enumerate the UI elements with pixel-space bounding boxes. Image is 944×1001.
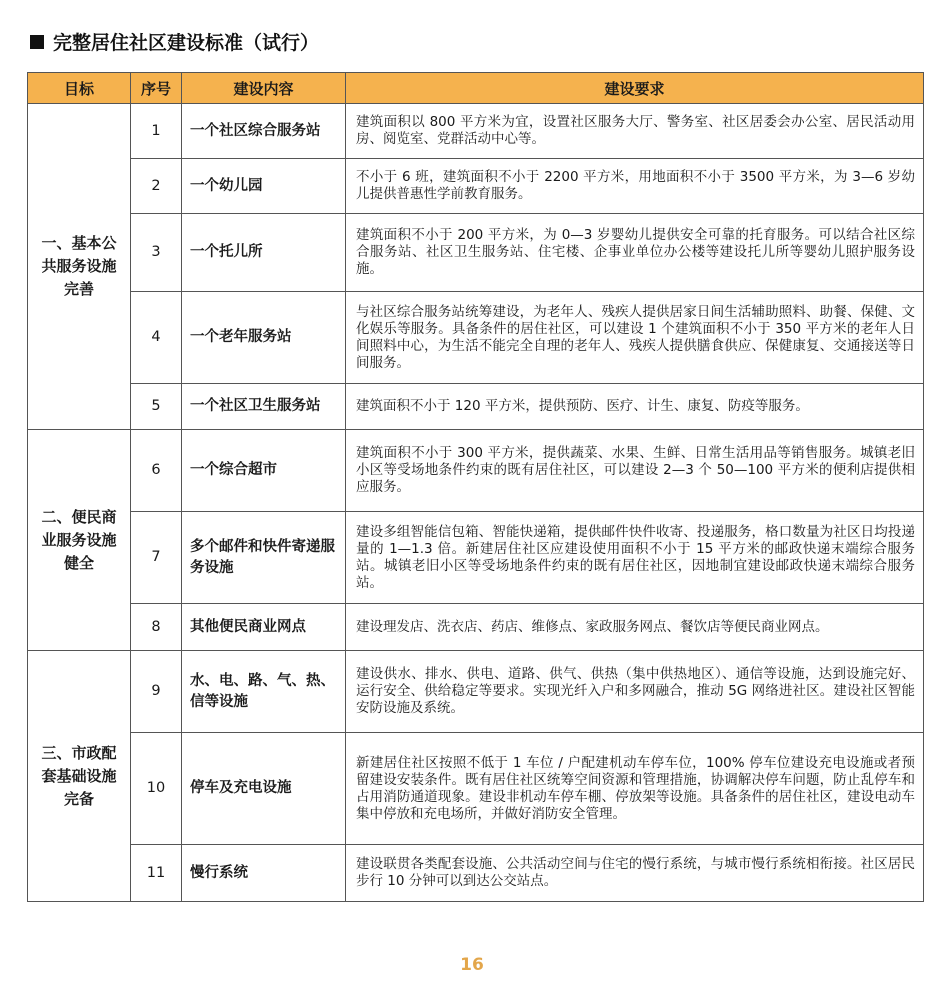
row-requirement: 与社区综合服务站统筹建设，为老年人、残疾人提供居家日间生活辅助照料、助餐、保健、文化娱乐等服务。具备条件的居住社区，可以建设 1 个建筑面积不小于 350 平方米的老年人日间照料中心，为生活不能完全自理的老年人、残疾人提供膳食供应、保健康复、交通接送等日间服务。 <box>346 292 924 384</box>
table-row <box>28 104 924 159</box>
table-row <box>28 604 924 651</box>
row-requirement: 不小于 6 班，建筑面积不小于 2200 平方米，用地面积不小于 3500 平方米，为 3—6 岁幼儿提供普惠性学前教育服务。 <box>346 159 924 214</box>
table-row <box>28 214 924 292</box>
header-num: 序号 <box>131 73 182 104</box>
row-requirement: 建筑面积不小于 300 平方米，提供蔬菜、水果、生鲜、日常生活用品等销售服务。城镇老旧小区等受场地条件约束的既有居住社区，可以建设 2—3 个 50—100 平方米的便利店提供相应服务。 <box>346 430 924 512</box>
header-goal: 目标 <box>28 73 131 104</box>
table-row <box>28 733 924 845</box>
table-row <box>28 512 924 604</box>
row-content: 一个老年服务站 <box>182 292 346 384</box>
row-content: 水、电、路、气、热、信等设施 <box>182 651 346 733</box>
table-header-row <box>28 73 924 104</box>
page-title-text: 完整居住社区建设标准（试行） <box>53 32 320 54</box>
standards-table <box>27 72 924 902</box>
row-number: 4 <box>131 292 182 384</box>
row-number: 5 <box>131 384 182 430</box>
row-content: 一个社区卫生服务站 <box>182 384 346 430</box>
row-content: 停车及充电设施 <box>182 733 346 845</box>
row-number: 2 <box>131 159 182 214</box>
row-number: 11 <box>131 845 182 902</box>
table-row <box>28 159 924 214</box>
goal-cell: 三、市政配套基础设施完备 <box>28 651 131 902</box>
table-row <box>28 430 924 512</box>
row-requirement: 建设供水、排水、供电、道路、供气、供热（集中供热地区）、通信等设施，达到设施完好、运行安全、供给稳定等要求。实现光纤入户和多网融合，推动 5G 网络进社区。建设社区智能安防设施及系统。 <box>346 651 924 733</box>
row-number: 6 <box>131 430 182 512</box>
row-number: 9 <box>131 651 182 733</box>
square-bullet-icon <box>30 35 44 49</box>
row-number: 7 <box>131 512 182 604</box>
row-content: 一个幼儿园 <box>182 159 346 214</box>
row-content: 多个邮件和快件寄递服务设施 <box>182 512 346 604</box>
goal-cell: 二、便民商业服务设施健全 <box>28 430 131 651</box>
row-requirement: 建筑面积不小于 200 平方米，为 0—3 岁婴幼儿提供安全可靠的托育服务。可以结合社区综合服务站、社区卫生服务站、住宅楼、企事业单位办公楼等建设托儿所等婴幼儿照护服务设施。 <box>346 214 924 292</box>
header-requirement: 建设要求 <box>346 73 924 104</box>
row-number: 3 <box>131 214 182 292</box>
row-content: 一个托儿所 <box>182 214 346 292</box>
row-requirement: 建筑面积不小于 120 平方米，提供预防、医疗、计生、康复、防疫等服务。 <box>346 384 924 430</box>
table-row <box>28 845 924 902</box>
row-requirement: 建设理发店、洗衣店、药店、维修点、家政服务网点、餐饮店等便民商业网点。 <box>346 604 924 651</box>
table-row <box>28 384 924 430</box>
row-number: 1 <box>131 104 182 159</box>
row-content: 一个综合超市 <box>182 430 346 512</box>
goal-cell: 一、基本公共服务设施完善 <box>28 104 131 430</box>
table-row <box>28 651 924 733</box>
table-row <box>28 292 924 384</box>
header-content: 建设内容 <box>182 73 346 104</box>
row-content: 一个社区综合服务站 <box>182 104 346 159</box>
row-requirement: 新建居住社区按照不低于 1 车位 / 户配建机动车停车位，100% 停车位建设充电设施或者预留建设安装条件。既有居住社区统筹空间资源和管理措施，协调解决停车问题，防止乱停车和占用消防通道现象。建设非机动车停车棚、停放架等设施。具备条件的居住社区，建设电动车集中停放和充电场所，并做好消防安全管理。 <box>346 733 924 845</box>
page-title <box>30 28 319 55</box>
row-content: 慢行系统 <box>182 845 346 902</box>
row-requirement: 建设多组智能信包箱、智能快递箱，提供邮件快件收寄、投递服务，格口数量为社区日均投递量的 1—1.3 倍。新建居住社区应建设使用面积不小于 15 平方米的邮政快递末端综合服务站。城镇老旧小区等受场地条件约束的既有居住社区，因地制宜建设邮政快递末端综合服务站。 <box>346 512 924 604</box>
row-number: 10 <box>131 733 182 845</box>
row-number: 8 <box>131 604 182 651</box>
page-number: 16 <box>460 955 484 975</box>
row-requirement: 建筑面积以 800 平方米为宜，设置社区服务大厅、警务室、社区居委会办公室、居民活动用房、阅览室、党群活动中心等。 <box>346 104 924 159</box>
row-requirement: 建设联贯各类配套设施、公共活动空间与住宅的慢行系统，与城市慢行系统相衔接。社区居民步行 10 分钟可以到达公交站点。 <box>346 845 924 902</box>
row-content: 其他便民商业网点 <box>182 604 346 651</box>
